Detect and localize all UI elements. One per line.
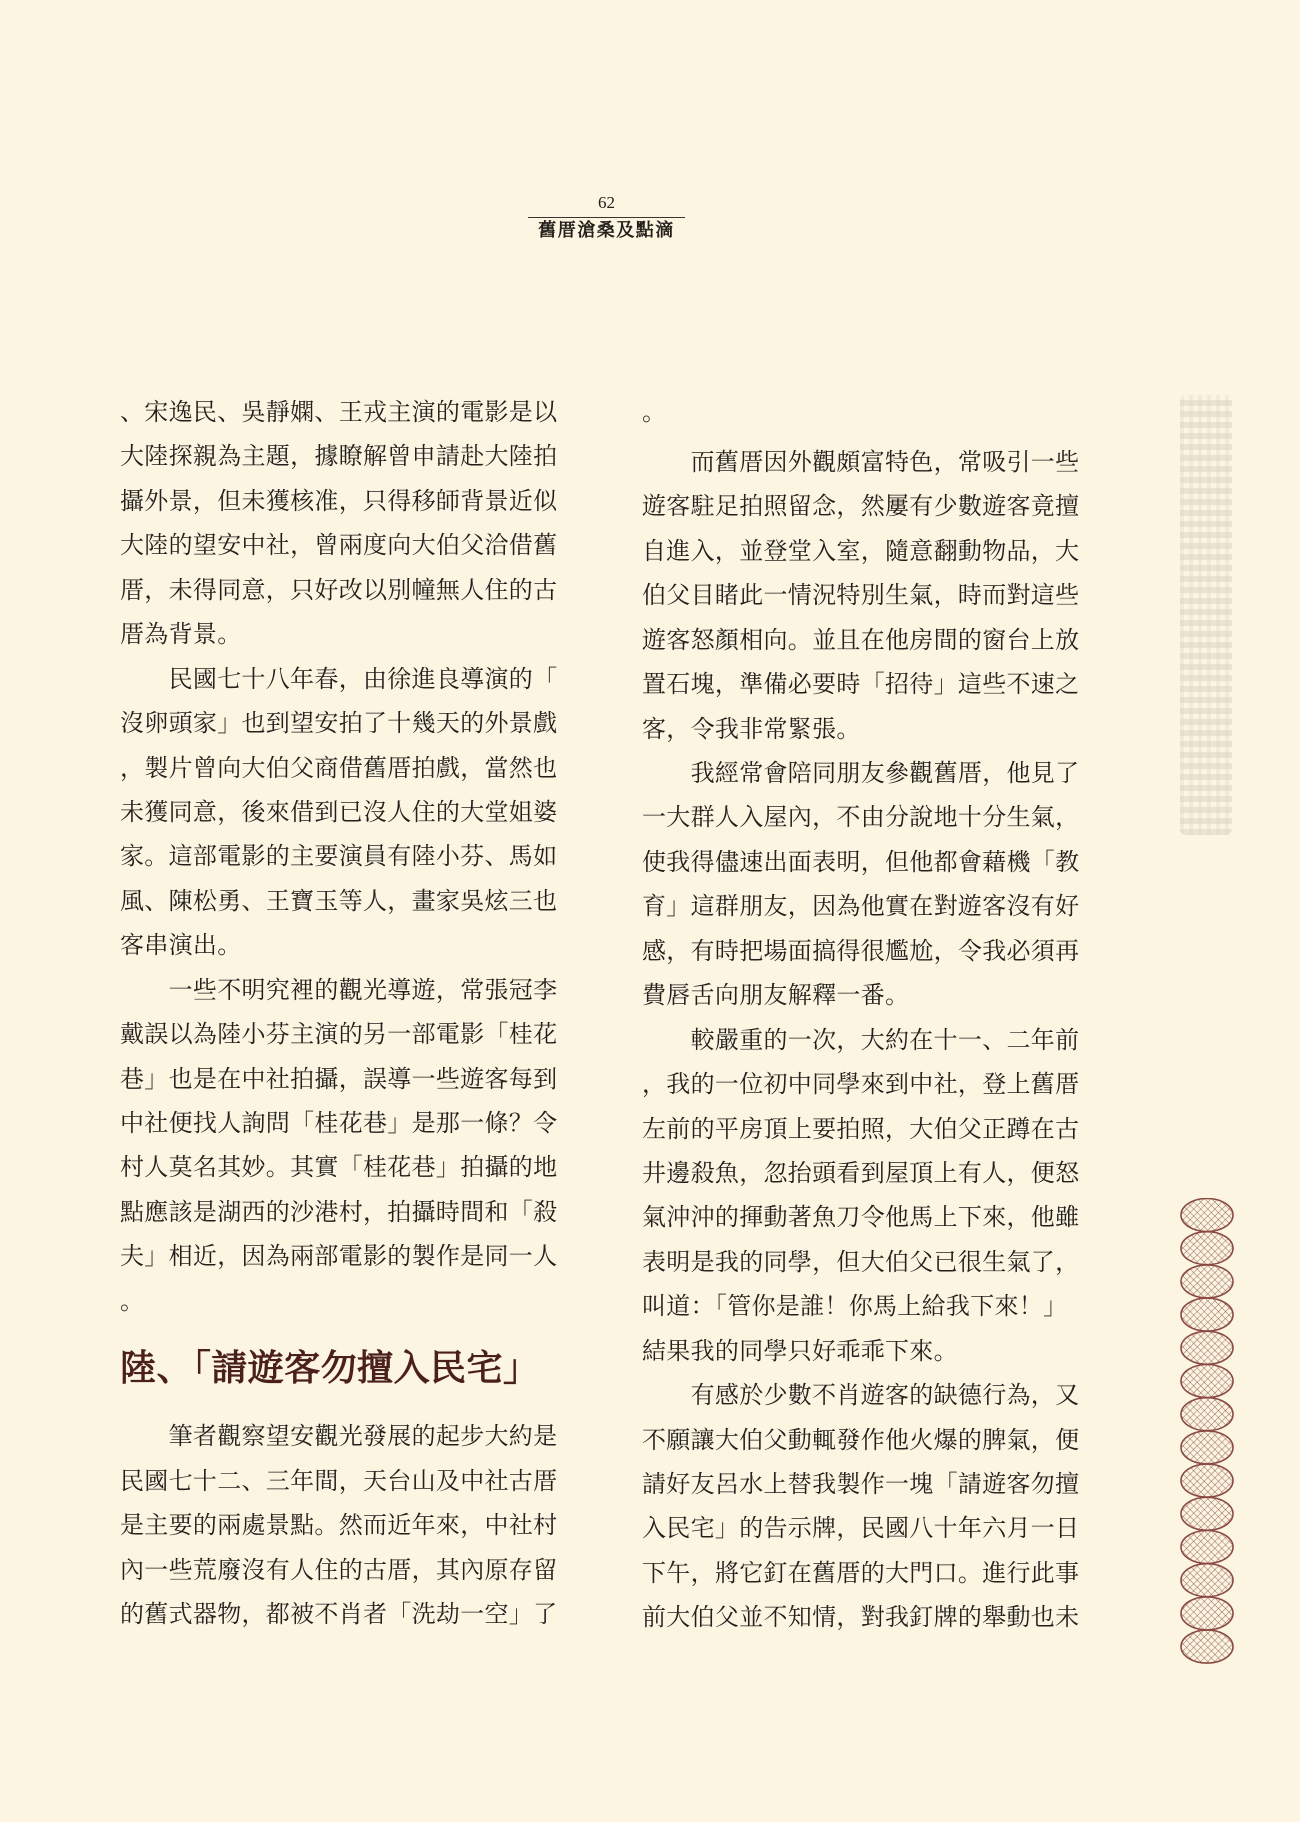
text-line: 置石塊，準備必要時「招待」這些不速之 [642,670,1080,699]
text-line: 攝外景，但未獲核准，只得移師背景近似 [120,486,558,515]
text-line: 請好友呂水上替我製作一塊「請遊客勿擅 [642,1470,1080,1498]
text-line: 家。這部電影的主要演員有陸小芬、馬如 [120,842,558,871]
paragraph [120,968,560,1324]
text-line: 巷」也是在中社拍攝，誤導一些遊客每到 [120,1064,558,1093]
bead-ornament [1181,1398,1233,1431]
text-line: 左前的平房頂上要拍照，大伯父正蹲在古 [642,1114,1080,1143]
bleed-through-ornament [1180,395,1232,835]
text-line: 自進入，並登堂入室，隨意翻動物品，大 [642,536,1080,565]
bead-ornament [1181,1464,1233,1497]
text-line: 遊客怒顏相向。並且在他房間的窗台上放 [642,625,1080,654]
text-line: 伯父目睹此一情況特別生氣，時而對這些 [642,581,1080,610]
paragraph [642,390,1082,434]
paragraph [120,390,560,657]
bead-ornament [1181,1331,1233,1364]
text-line: 下午，將它釘在舊厝的大門口。進行此事 [642,1558,1080,1587]
text-line: 育」這群朋友，因為他實在對遊客沒有好 [642,892,1080,921]
paragraph [642,751,1082,1018]
text-line: 表明是我的同學，但大伯父已很生氣了， [642,1247,1080,1276]
text-line: 村人莫名其妙。其實「桂花巷」拍攝的地 [120,1153,558,1182]
text-line: 較嚴重的一次，大約在十一、二年前 [690,1025,1080,1054]
bead-ornament [1181,1265,1233,1298]
text-line: 大陸探親為主題，據瞭解曾申請赴大陸拍 [120,442,558,471]
text-line: 未獲同意，後來借到已沒人住的大堂姐婆 [120,797,558,826]
text-line: 叫道：「管你是誰！你馬上給我下來！」 [642,1292,1068,1321]
bead-ornament [1181,1630,1233,1663]
text-line: 。 [642,398,667,426]
bead-ornament [1181,1597,1233,1630]
text-line: 結果我的同學只好乖乖下來。 [642,1336,958,1365]
text-line: ，我的一位初中同學來到中社，登上舊厝 [642,1070,1080,1099]
bead-ornament [1181,1365,1233,1398]
left-column [120,390,560,1636]
text-line: 前大伯父並不知情，對我釘牌的舉動也未 [642,1603,1080,1632]
text-line: 有感於少數不肖遊客的缺德行為，又 [690,1381,1080,1410]
text-line: 戴誤以為陸小芬主演的另一部電影「桂花 [120,1020,558,1049]
text-line: 而舊厝因外觀頗富特色，常吸引一些 [690,447,1080,476]
text-line: 客，令我非常緊張。 [642,714,861,743]
bead-ornament [1181,1199,1233,1232]
text-line: 一些不明究裡的觀光導遊，常張冠李 [168,975,558,1004]
text-line: 、宋逸民、吳靜嫻、王戎主演的電影是以 [120,398,558,426]
page-number: 62 [598,193,615,212]
paragraph [642,440,1082,751]
text-line: 感，有時把場面搞得很尷尬，令我必須再 [642,936,1080,965]
text-line: 的舊式器物，都被不肖者「洗劫一空」了 [120,1599,558,1628]
text-line: 井邊殺魚，忽抬頭看到屋頂上有人，便怒 [642,1158,1080,1187]
text-line: 使我得儘速出面表明，但他都會藉機「教 [642,847,1080,876]
text-line: 筆者觀察望安觀光發展的起步大約是 [168,1422,558,1451]
text-line: 夫」相近，因為兩部電影的製作是同一人 [120,1242,558,1271]
text-line: 我經常會陪同朋友參觀舊厝，他見了 [690,759,1080,787]
bead-ornament [1181,1298,1233,1331]
text-line: 客串演出。 [120,931,242,960]
text-line: 不願讓大伯父動輒發作他火爆的脾氣，便 [642,1425,1080,1454]
running-header [528,190,685,244]
text-line: 中社便找人詢問「桂花巷」是那一條？令 [120,1109,558,1137]
text-line: 一大群人入屋內，不由分說地十分生氣， [642,803,1080,832]
running-header-title: 舊厝滄桑及點滴 [538,220,675,241]
paragraph [642,1018,1082,1374]
text-line: 大陸的望安中社，曾兩度向大伯父洽借舊 [120,531,558,560]
text-line: ，製片曾向大伯父商借舊厝拍戲，當然也 [120,753,558,782]
text-line: 民國七十二、三年間，天台山及中社古厝 [120,1466,558,1495]
text-line: 厝為背景。 [120,620,242,649]
paragraph [642,1373,1082,1640]
text-line: 遊客駐足拍照留念，然屢有少數遊客竟擅 [642,492,1080,521]
text-line: 厝，未得同意，只好改以別幢無人住的古 [120,575,558,604]
text-line: 。 [120,1286,145,1315]
text-line: 氣沖沖的揮動著魚刀令他馬上下來，他雖 [642,1203,1080,1232]
bead-ornament [1181,1564,1233,1597]
paragraph [120,1414,560,1636]
section-heading: 陸、「請遊客勿擅入民宅」 [120,1347,540,1390]
paragraph [120,657,560,968]
text-line: 入民宅」的告示牌，民國八十年六月一日 [642,1514,1080,1543]
bead-ornament [1181,1431,1233,1464]
bead-ornament [1181,1232,1233,1265]
bead-ornament [1181,1531,1233,1564]
text-line: 是主要的兩處景點。然而近年來，中社村 [120,1511,558,1540]
text-line: 內一些荒廢沒有人住的古厝，其內原存留 [120,1555,558,1584]
text-line: 風、陳松勇、王寶玉等人，畫家吳炫三也 [120,886,558,915]
text-line: 點應該是湖西的沙港村，拍攝時間和「殺 [120,1197,558,1226]
bead-chain-ornament [1176,1198,1238,1666]
bead-ornament [1181,1497,1233,1530]
right-column [642,390,1082,1640]
text-line: 民國七十八年春，由徐進良導演的「 [168,664,558,693]
text-line: 沒卵頭家」也到望安拍了十幾天的外景戲 [120,709,558,738]
text-line: 費唇舌向朋友解釋一番。 [642,981,910,1010]
